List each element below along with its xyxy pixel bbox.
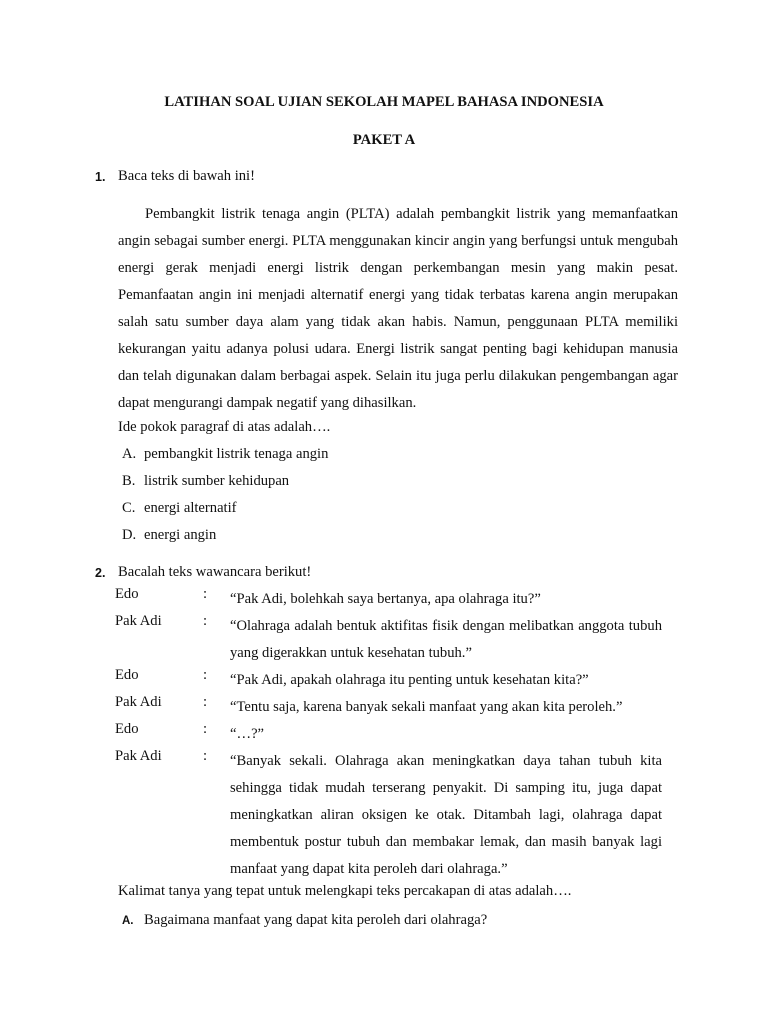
- dialogue-speaker: Edo: [115, 721, 139, 737]
- question-1-option-a: [122, 446, 328, 463]
- document-subtitle: PAKET A: [352, 132, 416, 148]
- dialogue-text: “Banyak sekali. Olahraga akan meningkatkan daya tahan tubuh kita sehingga tidak mudah terserang penyakit. Di samping itu, juga dapat meningkatkan aliran oksigen ke otak. Ditambah lagi, olahraga dapat membentuk postur tubuh dan membakar lemak, dan masih banyak lagi manfaat yang dapat kita peroleh dari olahraga.”: [230, 753, 662, 877]
- question-1-option-c: [122, 500, 237, 517]
- option-text: Bagaimana manfaat yang dapat kita peroleh dari olahraga?: [144, 912, 488, 928]
- dialogue-colon: :: [203, 694, 208, 710]
- question-2-number: 2.: [95, 566, 106, 580]
- option-letter: A.: [122, 915, 134, 927]
- option-letter: A.: [122, 446, 137, 462]
- option-text: energi angin: [144, 527, 217, 543]
- dialogue-speaker: Edo: [115, 586, 139, 602]
- dialogue-text: “Olahraga adalah bentuk aktifitas fisik dengan melibatkan anggota tubuh yang digerakkan untuk kesehatan tubuh.”: [230, 618, 662, 661]
- question-1-prompt: Baca teks di bawah ini!: [118, 168, 255, 184]
- option-text: pembangkit listrik tenaga angin: [144, 446, 329, 462]
- question-1-option-b: [122, 473, 289, 490]
- dialogue-colon: :: [203, 721, 208, 737]
- option-letter: C.: [122, 500, 136, 516]
- question-1-number: 1.: [95, 170, 106, 184]
- dialogue-colon: :: [203, 667, 208, 683]
- dialogue-colon: :: [203, 748, 208, 764]
- dialogue-colon: :: [203, 613, 208, 629]
- dialogue-speaker: Pak Adi: [115, 748, 162, 764]
- question-2-option-a: [122, 912, 487, 929]
- document-title: LATIHAN SOAL UJIAN SEKOLAH MAPEL BAHASA INDONESIA: [164, 94, 604, 110]
- question-1-text: Ide pokok paragraf di atas adalah….: [118, 419, 331, 435]
- question-2-text: Kalimat tanya yang tepat untuk melengkapi teks percakapan di atas adalah….: [118, 883, 572, 899]
- option-text: listrik sumber kehidupan: [144, 473, 290, 489]
- question-2-prompt: Bacalah teks wawancara berikut!: [118, 564, 312, 580]
- option-letter: B.: [122, 473, 136, 489]
- dialogue-text: “Pak Adi, bolehkah saya bertanya, apa olahraga itu?”: [230, 591, 541, 607]
- dialogue-text: “Tentu saja, karena banyak sekali manfaat yang akan kita peroleh.”: [230, 699, 623, 715]
- option-letter: D.: [122, 527, 137, 543]
- dialogue-text: “Pak Adi, apakah olahraga itu penting untuk kesehatan kita?”: [230, 672, 589, 688]
- option-text: energi alternatif: [144, 500, 237, 516]
- dialogue-speaker: Pak Adi: [115, 613, 162, 629]
- dialogue-speaker: Edo: [115, 667, 139, 683]
- dialogue-speaker: Pak Adi: [115, 694, 162, 710]
- question-1-passage: Pembangkit listrik tenaga angin (PLTA) adalah pembangkit listrik yang memanfaatkan angin sebagai sumber energi. PLTA menggunakan kincir angin yang berfungsi untuk mengubah energi gerak menjadi energi listrik dengan perkembangan mesin yang makin pesat. Pemanfaatan angin ini menjadi alternatif energi yang tidak terbatas karena angin merupakan salah satu sumber daya alam yang tidak akan habis. Namun, penggunaan PLTA memiliki kekurangan yaitu adanya polusi udara. Energi listrik sangat penting bagi kehidupan manusia dan telah digunakan dalam berbagai aspek. Selain itu juga perlu dilakukan pengembangan agar dapat mengurangi dampak negatif yang dihasilkan.: [118, 206, 678, 411]
- question-1-option-d: [122, 527, 216, 544]
- dialogue-colon: :: [203, 586, 208, 602]
- dialogue-text: “…?”: [230, 726, 265, 742]
